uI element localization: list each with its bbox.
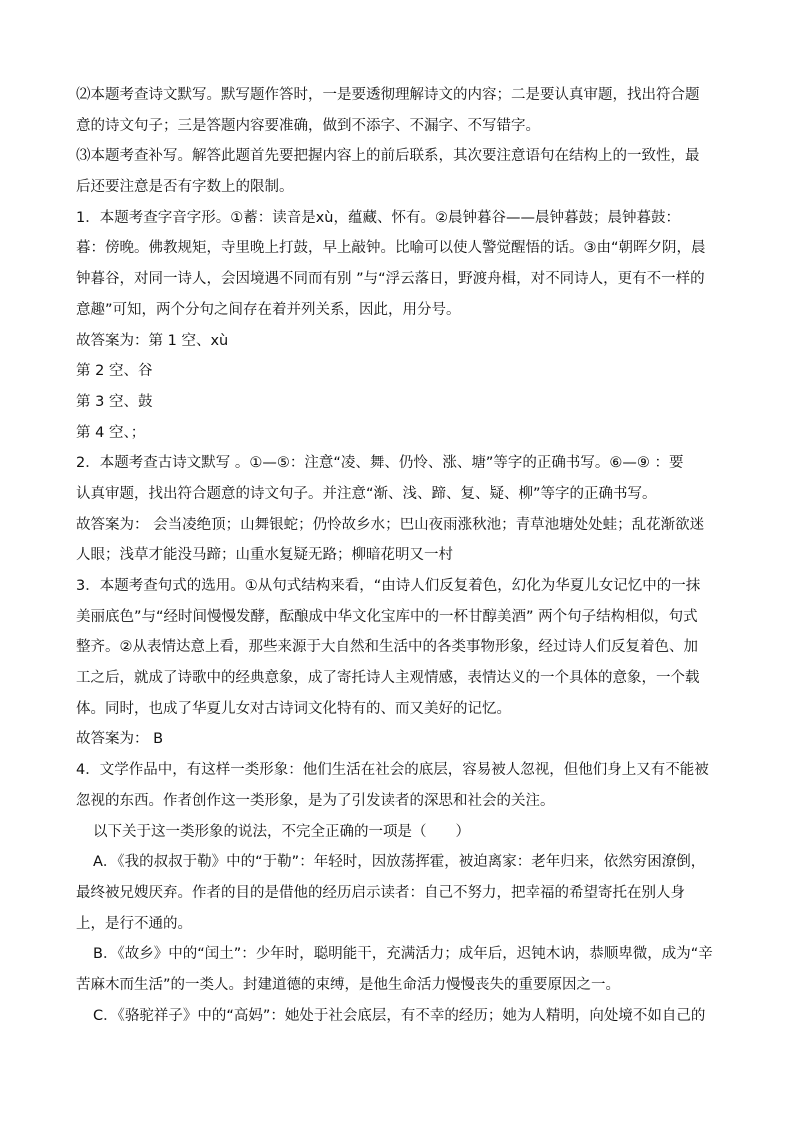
text-line: 美丽底色”与“经时间慢慢发酵，酝酿成中华文化宝库中的一杯甘醇美酒” 两个句子结构相似，句式 [76,608,698,625]
option-b-line: 苦麻木而生活”的一类人。封建道德的束缚，是他生命活力慢慢丧失的重要原因之一。 [76,976,621,993]
question-stem: 以下关于这一类形象的说法，不完全正确的一项是（ ） [93,823,470,840]
text-line: 体。同时，也成了华夏儿女对古诗词文化特有的、而又美好的记忆。 [76,700,511,717]
text-line: 人眼；浅草才能没马蹄；山重水复疑无路；柳暗花明又一村 [76,547,453,564]
text-line: ⑵本题考查诗文默写。默写题作答时，一是要透彻理解诗文的内容；二是要认真审题，找出符合题 [76,87,700,103]
text-line: 钟暮谷，对同一诗人，会因境遇不同而有别 ”与“浮云落日，野渡舟楫，对不同诗人，更有不一样的 [76,271,705,288]
text-line: 意趣”可知，两个分句之间存在着并列关系，因此，用分号。 [76,301,461,318]
text-line: 1．本题考查字音字形。①蓄：读音是xù，蕴藏、怀有。②晨钟暮谷——晨钟暮鼓；晨钟暮鼓： [76,209,680,226]
text-line: 暮：傍晚。佛教规矩，寺里晚上打鼓，早上敲钟。比喻可以使人警觉醒悟的话。③由“朝晖夕阴，晨 [76,240,706,257]
option-a-line: 上，是行不通的。 [76,915,192,932]
text-line: 4．文学作品中，有这样一类形象：他们生活在社会的底层，容易被人忽视，但他们身上又有不能被 [76,762,709,779]
text-line: 认真审题，找出符合题意的诗文句子。并注意“渐、浅、蹄、复、疑、柳”等字的正确书写。 [76,485,657,502]
text-line: 意的诗文句子；三是答题内容要准确，做到不添字、不漏字、不写错字。 [76,117,540,134]
text-line: 故答案为：第 1 空、xù [76,332,229,349]
option-a-line: 最终被兄嫂厌弃。作者的目的是借他的经历启示读者：自己不努力，把幸福的希望寄托在别人身 [76,884,685,901]
text-line: 2．本题考查古诗文默写 。①—⑤：注意“凌、舞、仍怜、涨、塘”等字的正确书写。⑥—⑨ ：要 [76,455,684,472]
text-line: 3．本题考查句式的选用。①从句式结构来看，“由诗人们反复着色，幻化为华夏儿女记忆中的一抹 [76,578,701,594]
text-line: 故答案为： 会当凌绝顶；山舞银蛇；仍怜故乡水；巴山夜雨涨秋池；青草池塘处处蛙；乱花渐欲迷 [76,516,705,533]
text-line: 第 2 空、谷 [76,363,153,380]
option-a-line: A．《我的叔叔于勒》中的“于勒”：年轻时，因放荡挥霍，被迫离家：老年归来，依然穷困潦倒， [93,854,706,871]
option-c-line: C．《骆驼祥子》中的“高妈”：她处于社会底层，有不幸的经历；她为人精明，向处境不如自己的 [93,1007,706,1024]
option-b-line: B．《故乡》中的“闰土”：少年时，聪明能干，充满活力；成年后，迟钝木讷，恭顺卑微，成为“辛 [93,946,713,963]
text-line: 第 3 空、鼓 [76,393,153,410]
text-line: 工之后，就成了诗歌中的经典意象，成了寄托诗人主观情感，表情达义的一个具体的意象，一个载 [76,670,700,687]
text-line: 忽视的东西。作者创作这一类形象，是为了引发读者的深思和社会的关注。 [76,792,555,809]
text-line: ⑶本题考查补写。解答此题首先要把握内容上的前后联系，其次要注意语句在结构上的一致性，最 [76,148,700,165]
document-page [76,80,724,1031]
text-line: 第 4 空、； [76,424,146,441]
text-line: 整齐。②从表情达意上看，那些来源于大自然和生活中的各类事物形象，经过诗人们反复着色、加 [76,639,698,656]
text-line: 故答案为： B [76,731,164,748]
text-line: 后还要注意是否有字数上的限制。 [76,179,294,196]
